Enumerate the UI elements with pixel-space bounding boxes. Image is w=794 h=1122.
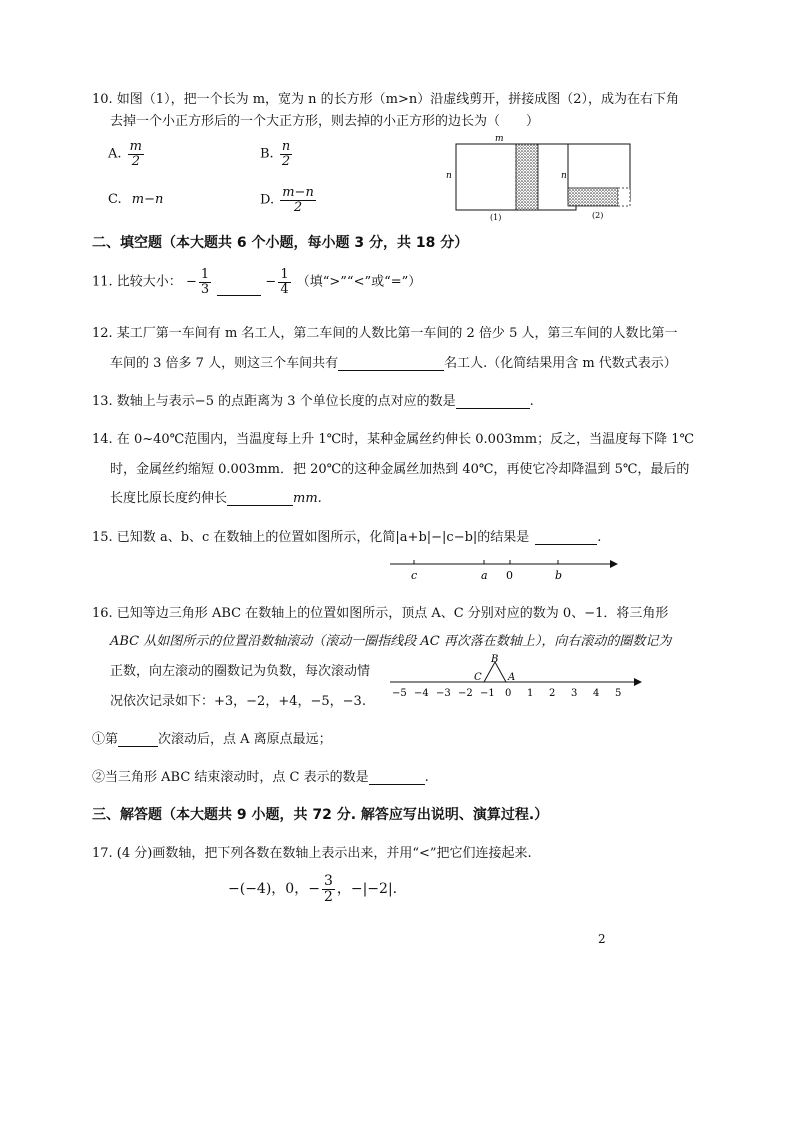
q16-tick-label: −1 bbox=[480, 688, 495, 699]
q16-sub2-blank[interactable] bbox=[369, 784, 425, 785]
q13: 13. 数轴上与表示−5 的点距离为 3 个单位长度的点对应的数是 . bbox=[92, 394, 534, 409]
q10-option-b-fraction: $\frac{n}{2}$ bbox=[281, 139, 291, 169]
q16-tick-label: −4 bbox=[414, 688, 429, 699]
q17-fraction: $\frac{3}{2}$ bbox=[323, 873, 333, 905]
q16-tick-label: 4 bbox=[593, 688, 600, 699]
section2-title: 二、填空题（本大题共 6 个小题，每小题 3 分，共 18 分） bbox=[92, 235, 469, 251]
q16-number-line bbox=[386, 652, 648, 700]
q10-option-b[interactable]: B. $\frac{n}{2}$ bbox=[260, 139, 291, 169]
svg-text:(2): (2) bbox=[592, 211, 604, 220]
q15: 15. 已知数 a、b、c 在数轴上的位置如图所示，化简|a+b|−|c−b|的结果是 . bbox=[92, 530, 602, 545]
q17-text: 17. (4 分)画数轴，把下列各数在数轴上表示出来，并用“<”把它们连接起来. bbox=[92, 846, 532, 861]
svg-text:n: n bbox=[561, 171, 567, 181]
q11-fraction-1: $\frac{1}{3}$ bbox=[200, 267, 210, 297]
svg-text:n: n bbox=[446, 171, 452, 181]
q12-answer-blank[interactable] bbox=[338, 370, 444, 371]
q16-tick-labels bbox=[392, 688, 621, 699]
q16-tick-label: 3 bbox=[571, 688, 578, 699]
q13-answer-blank[interactable] bbox=[456, 408, 530, 409]
q16-tick-label: 5 bbox=[615, 688, 622, 699]
q10-line2: 去掉一个小正方形后的一个大正方形，则去掉的小正方形的边长为（ ） bbox=[110, 114, 540, 129]
q11-fraction-2: $\frac{1}{4}$ bbox=[280, 267, 289, 297]
q10-option-d-fraction: $\frac{m-n}{2}$ bbox=[282, 185, 314, 215]
q10-line1: 10. 如图（1），把一个长为 m，宽为 n 的长方形（m>n）沿虚线剪开，拼接成图（2），成为在右下角 bbox=[92, 92, 680, 107]
q15-answer-blank[interactable] bbox=[535, 544, 597, 545]
q10-figures bbox=[440, 132, 640, 224]
q16-tick-label: −2 bbox=[458, 688, 473, 699]
q16-line4: 况依次记录如下：+3，−2，+4，−5，−3. bbox=[110, 694, 366, 709]
q16-tick-label: −5 bbox=[392, 688, 407, 699]
q16-label-c: C bbox=[474, 672, 482, 683]
q10-option-d[interactable]: D. $\frac{m-n}{2}$ bbox=[260, 185, 314, 215]
q16-line2: ABC 从如图所示的位置沿数轴滚动（滚动一圈指线段 AC 再次落在数轴上），向右滚动的圈数记为 bbox=[110, 634, 672, 649]
q16-sub1-blank[interactable] bbox=[118, 746, 158, 747]
q14-line2: 时，金属丝约缩短 0.003mm．把 20℃的这种金属丝加热到 40℃，再使它冷却降温到 5℃，最后的 bbox=[110, 462, 690, 477]
q16-sub1: ①第 次滚动后，点 A 离原点最远； bbox=[92, 732, 332, 747]
q16-line3: 正数，向左滚动的圈数记为负数，每次滚动情 bbox=[110, 664, 371, 679]
q15-label-a: a bbox=[481, 569, 488, 582]
q15-label-c: c bbox=[411, 569, 418, 582]
q16-tick-label: 2 bbox=[549, 688, 556, 699]
q17-expression: −(−4)，0，− $\frac{3}{2}$ ，−|−2|. bbox=[228, 873, 398, 905]
q11: 11. 比较大小： − $\frac{1}{3}$ − $\frac{1}{4}$ （填“>”“<”或“=”） bbox=[92, 267, 422, 297]
q16-tick-label: 0 bbox=[505, 688, 512, 699]
q14-line3: 长度比原长度约伸长 mm. bbox=[110, 491, 322, 506]
q10-option-c[interactable]: C. m−n bbox=[108, 192, 164, 207]
q15-number-line bbox=[386, 554, 622, 584]
q16-label-a: A bbox=[508, 672, 516, 683]
svg-text:(1): (1) bbox=[490, 213, 502, 222]
q10-option-a[interactable]: A. $\frac{m}{2}$ bbox=[108, 139, 142, 169]
q12-line2: 车间的 3 倍多 7 人，则这三个车间共有 名工人.（化简结果用含 m 代数式表示） bbox=[110, 356, 677, 371]
q16-tick-label: −3 bbox=[436, 688, 451, 699]
q16-triangle bbox=[484, 662, 506, 682]
figure-1-rectangle bbox=[446, 134, 576, 222]
q16-label-b: B bbox=[491, 654, 499, 665]
section3-title: 三、解答题（本大题共 9 小题，共 72 分. 解答应写出说明、演算过程.） bbox=[92, 807, 549, 823]
q14-answer-blank[interactable] bbox=[227, 505, 293, 506]
q15-label-0: 0 bbox=[506, 569, 513, 582]
q16-line1: 16. 已知等边三角形 ABC 在数轴上的位置如图所示，顶点 A、C 分别对应的数为 0、−1．将三角形 bbox=[92, 606, 669, 621]
q12-line1: 12. 某工厂第一车间有 m 名工人，第二车间的人数比第一车间的 2 倍少 5 人，第三车间的人数比第一 bbox=[92, 326, 678, 341]
q11-answer-blank[interactable] bbox=[217, 295, 261, 296]
svg-text:m: m bbox=[495, 134, 504, 144]
q10-option-a-fraction: $\frac{m}{2}$ bbox=[129, 139, 142, 169]
q16-sub2: ②当三角形 ABC 结束滚动时，点 C 表示的数是 . bbox=[92, 770, 429, 785]
q14-line1: 14. 在 0~40℃范围内，当温度每上升 1℃时，某种金属丝约伸长 0.003mm；反之，当温度每下降 1℃ bbox=[92, 432, 695, 447]
q16-tick-label: 1 bbox=[527, 688, 534, 699]
q15-label-b: b bbox=[555, 569, 563, 582]
page-number: 2 bbox=[598, 932, 606, 946]
